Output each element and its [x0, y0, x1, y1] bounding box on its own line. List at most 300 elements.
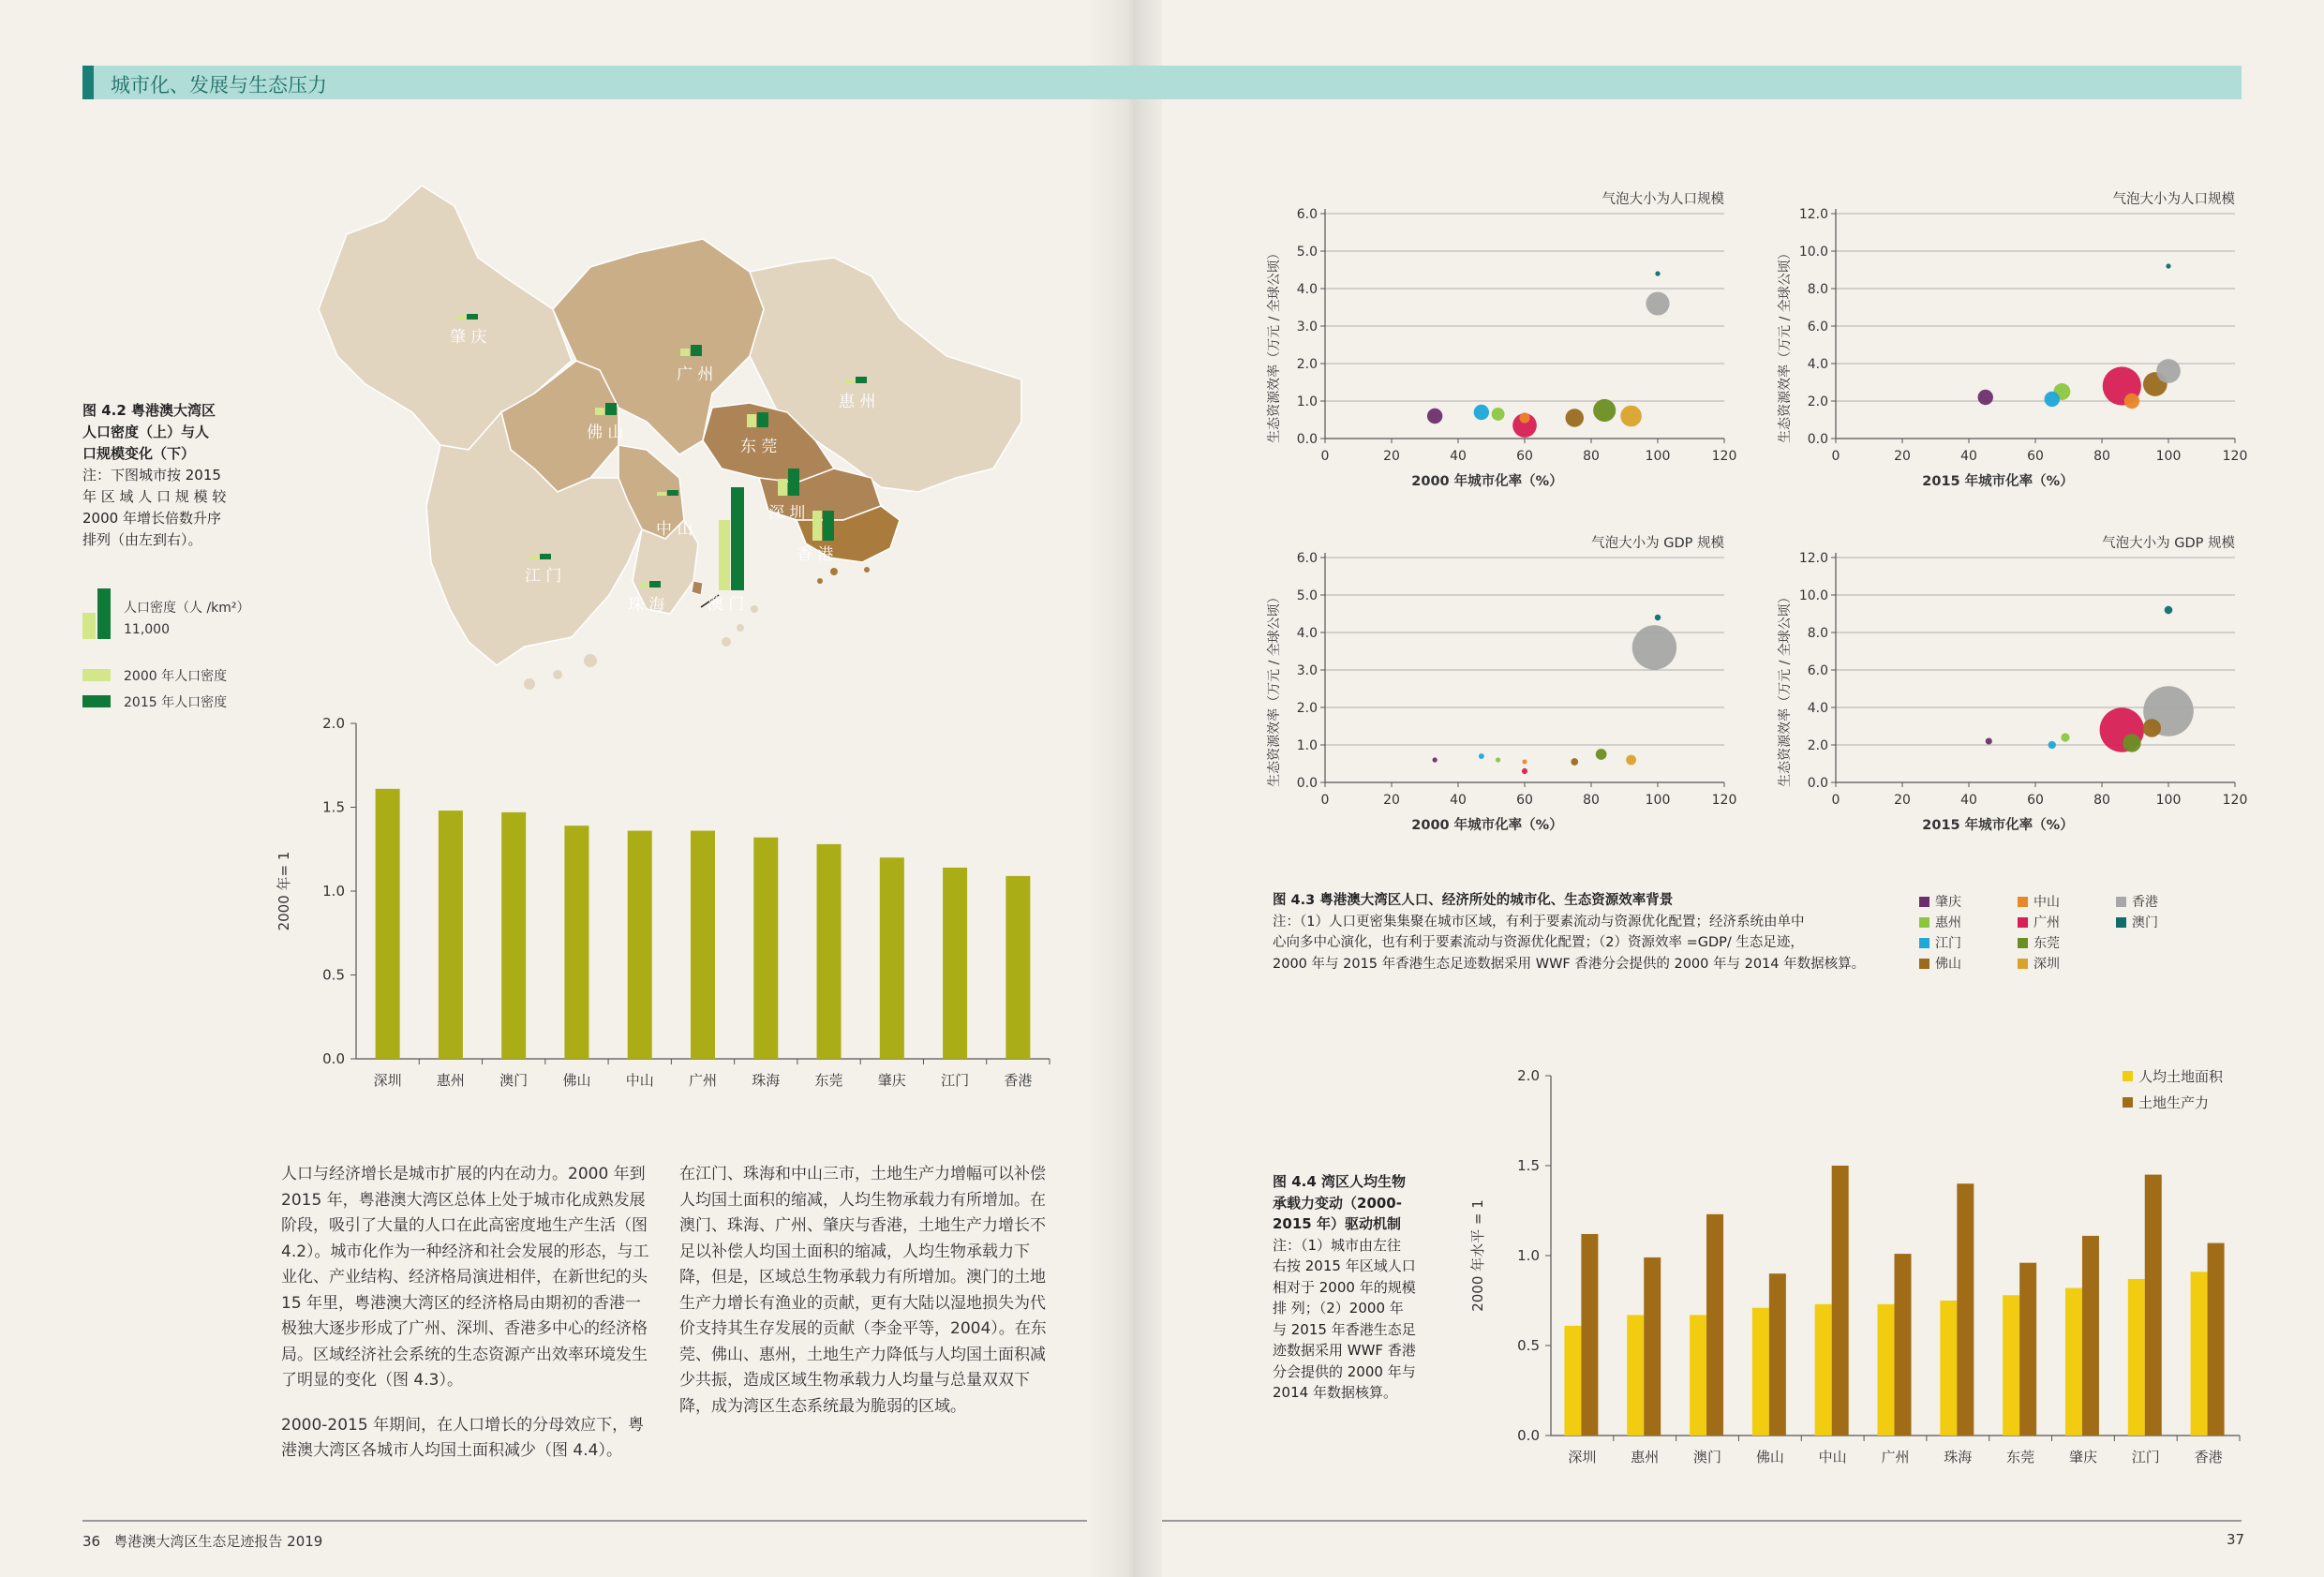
map-label-dongguan: 东 莞 [740, 438, 778, 456]
y-tick-label: 0.0 [1807, 432, 1828, 447]
x-tick-label: 40 [1450, 449, 1467, 464]
x-tick-label: 80 [2093, 449, 2110, 464]
x-tick-label: 120 [1711, 793, 1737, 808]
x-axis-label: 2000 年城市化率（%） [1411, 474, 1563, 489]
density-bar-zhongshan-2015 [667, 490, 678, 496]
x-tick-label: 120 [2222, 449, 2248, 464]
bubble-point [2061, 733, 2069, 741]
x-tick-label: 惠州 [436, 1072, 465, 1089]
legend-label: 中山 [2034, 895, 2060, 910]
bubble-point [1978, 390, 1993, 405]
density-bar-macau-2015 [731, 487, 744, 590]
y-tick-label: 0.0 [322, 1050, 345, 1067]
fig42-caption [82, 400, 242, 551]
x-tick-label: 0 [1320, 449, 1330, 464]
map-island [864, 567, 870, 573]
x-tick-label: 100 [1645, 449, 1671, 464]
bar-land-productivity [1895, 1254, 1912, 1436]
x-tick-label: 100 [2155, 793, 2182, 808]
y-tick-label: 2.0 [322, 715, 345, 732]
density-bar-huizhou-2015 [856, 377, 867, 383]
y-tick-label: 10.0 [1798, 245, 1828, 260]
density-bar-jiangmen-2015 [540, 554, 551, 559]
body-paragraph: 2000-2015 年期间，在人口增长的分母效应下，粤港澳大湾区各城市人均国土面积减少（图 4.4）。 [281, 1415, 645, 1460]
legend-item-jiangmen [1919, 933, 1961, 952]
x-tick-label: 100 [2155, 449, 2182, 464]
y-tick-label: 4.0 [1296, 626, 1318, 641]
y-tick-label: 1.0 [1296, 394, 1318, 409]
legend-label: 香港 [2132, 895, 2158, 910]
bar-land-area [2191, 1272, 2208, 1436]
bubble-point [2166, 263, 2170, 268]
density-bar-hongkong-2015 [823, 511, 834, 541]
page-number-left: 36 [82, 1533, 101, 1550]
legend-label: 广州 [2034, 915, 2060, 930]
bubble-point [1626, 755, 1636, 766]
x-tick-label: 珠海 [1944, 1449, 1973, 1465]
y-tick-label: 0.5 [322, 966, 345, 984]
bubble-point [2048, 741, 2056, 749]
bar-land-area [2003, 1295, 2019, 1436]
fig44-note-line: 与 2015 年香港生态足 [1273, 1320, 1416, 1338]
map-label-macau: 澳 门 [708, 595, 745, 614]
x-tick-label: 0 [1831, 449, 1840, 464]
bar [817, 844, 842, 1059]
bubble-point [1646, 291, 1669, 315]
fig44-note-line: 迹数据采用 WWF 香港 [1273, 1342, 1416, 1359]
legend-label: 深圳 [2034, 957, 2060, 972]
legend-item-zhaoqing [1919, 892, 1961, 911]
bar-land-productivity [1769, 1273, 1786, 1436]
map-island [751, 605, 758, 613]
y-axis-label: 生态资源效率（万元 / 全球公顷） [1778, 246, 1793, 443]
x-tick-label: 60 [1516, 449, 1533, 464]
fig43-note-line: 2000 年与 2015 年香港生态足迹数据采用 WWF 香港分会提供的 2000 年与 2014 年数据核算。 [1273, 956, 1866, 972]
map-island [553, 670, 562, 679]
bar [439, 811, 463, 1059]
map-island [722, 637, 731, 647]
y-tick-label: 0.5 [1517, 1337, 1540, 1354]
fig44-note [1273, 1235, 1423, 1404]
density-bar-zhuhai-2000 [639, 583, 648, 588]
bubble-point [1655, 271, 1660, 275]
fig42-note-line: 年 区 域 人 口 规 模 较 [82, 488, 227, 505]
x-tick-label: 40 [1960, 449, 1977, 464]
fig44-title-line: 2015 年）驱动机制 [1273, 1215, 1401, 1232]
body-column-right [679, 1162, 1054, 1438]
legend-label: 惠州 [1935, 915, 1961, 930]
y-tick-label: 6.0 [1296, 551, 1318, 566]
bar-land-area [2128, 1279, 2145, 1436]
y-axis-label: 2000 年= 1 [276, 851, 292, 931]
bubble-point [1496, 757, 1500, 762]
legend-label: 人均土地面积 [2138, 1068, 2224, 1085]
map-island [524, 678, 535, 690]
fig43-legend [1919, 892, 2228, 986]
bar-land-area [1815, 1304, 1832, 1436]
x-tick-label: 香港 [2194, 1449, 2223, 1465]
fig42-title [82, 400, 242, 465]
x-tick-label: 120 [1711, 449, 1737, 464]
fig42-title-line: 图 4.2 粤港澳大湾区 [82, 402, 216, 419]
x-tick-label: 香港 [1004, 1072, 1033, 1089]
legend-bar-2015 [97, 588, 111, 639]
bubble-point [1479, 753, 1484, 759]
legend-swatch [2018, 897, 2028, 907]
x-tick-label: 肇庆 [877, 1072, 906, 1089]
bubble-point [1427, 409, 1442, 424]
legend-label: 东莞 [2034, 936, 2060, 951]
x-tick-label: 120 [2222, 793, 2248, 808]
x-tick-label: 广州 [688, 1072, 718, 1089]
legend-swatch [2018, 938, 2028, 948]
bubble-point [1566, 409, 1585, 427]
x-tick-label: 广州 [1881, 1449, 1910, 1465]
legend-item-foshan [1919, 954, 1961, 973]
body-paragraph: 人口与经济增长是城市扩展的内在动力。2000 年到 2015 年，粤港澳大湾区总体上处于城市化成熟发展阶段，吸引了大量的人口在此高密度地生产生活（图 4.2）。城市化作为一种经济和社会发展的形态，与工业化、产业结构、经济格局演进相伴，在新世纪的头 15 年里，粤港澳大湾区的经济格局由期初的香港一极独大逐步形成了广州、深圳、香港多中心的经济格局。区域经济社会系统的生态资源产出效率环境发生了明显的变化（图 4.3）。 [281, 1165, 649, 1390]
bubble-point [2124, 394, 2139, 409]
legend-label: 肇庆 [1935, 895, 1961, 910]
legend-label-2000: 2000 年人口密度 [124, 669, 228, 684]
fig43-title: 图 4.3 粤港澳大湾区人口、经济所处的城市化、生态资源效率背景 [1273, 893, 1674, 908]
density-bar-huizhou-2000 [845, 379, 855, 383]
x-tick-label: 80 [2093, 793, 2110, 808]
legend-density-value: 11,000 [124, 622, 170, 637]
bubble-point [1522, 768, 1527, 774]
fig44-title-line: 承载力变动（2000- [1273, 1194, 1402, 1212]
x-tick-label: 20 [1894, 793, 1911, 808]
bar [501, 812, 526, 1059]
y-tick-label: 4.0 [1296, 282, 1318, 297]
bar-land-area [1752, 1308, 1769, 1436]
x-tick-label: 澳门 [1693, 1449, 1722, 1465]
section-title: 城市化、发展与生态压力 [111, 74, 327, 97]
fig44-title-line: 图 4.4 湾区人均生物 [1273, 1173, 1407, 1190]
bar [753, 838, 778, 1059]
map-label-huizhou: 惠 州 [839, 393, 876, 411]
body-paragraph: 在江门、珠海和中山三市，土地生产力增幅可以补偿人均国土面积的缩减，人均生物承载力有所增加。在澳门、珠海、广州、肇庆与香港，土地生产力增长不足以补偿人均国土面积的缩减，人均生物承载力下降，但是，区域总生物承载力有所增加。澳门的土地生产力增长有渔业的贡献，更有大陆以湿地损失为代价支持其生存发展的贡献（李金平等，2004）。在东莞、佛山、惠州，土地生产力降低与人均国土面积减少共振，造成区域生物承载力人均量与总量双双下降，成为湾区生态系统最为脆弱的区域。 [679, 1165, 1047, 1416]
bar-land-productivity [1581, 1234, 1598, 1436]
map-label-guangzhou: 广 州 [677, 365, 714, 384]
y-tick-label: 2.0 [1807, 394, 1828, 409]
bubble-point [1519, 412, 1529, 423]
legend-label: 澳门 [2132, 915, 2158, 930]
y-tick-label: 3.0 [1296, 663, 1318, 678]
y-tick-label: 0.0 [1296, 776, 1318, 791]
page-number-right: 37 [2227, 1531, 2245, 1548]
x-tick-label: 60 [2027, 793, 2044, 808]
map-island [817, 578, 823, 584]
bar-land-area [1564, 1326, 1581, 1436]
x-tick-label: 深圳 [1568, 1449, 1597, 1465]
y-tick-label: 0.0 [1296, 432, 1318, 447]
density-bar-hongkong-2000 [812, 511, 822, 541]
fig44-title [1273, 1171, 1423, 1235]
density-bar-shenzhen-2015 [788, 469, 799, 496]
bar-land-productivity [2082, 1236, 2099, 1436]
bubble-point [1523, 760, 1527, 765]
y-tick-label: 12.0 [1798, 551, 1828, 566]
chart-title: 气泡大小为 GDP 规模 [1591, 536, 1724, 551]
bubble-point [1632, 625, 1676, 669]
fig42-title-line: 人口密度（上）与人 [82, 424, 210, 440]
fig43-scatter-2015-population [1776, 183, 2248, 506]
x-tick-label: 100 [1645, 793, 1671, 808]
legend-swatch [2123, 1071, 2133, 1081]
x-tick-label: 80 [1583, 793, 1600, 808]
x-tick-label: 珠海 [752, 1072, 781, 1089]
bar-land-productivity [1957, 1183, 1974, 1436]
y-tick-label: 2.0 [1296, 357, 1318, 372]
bar-land-productivity [1644, 1257, 1661, 1436]
bar-land-area [1627, 1315, 1644, 1436]
bar-land-area [2065, 1288, 2082, 1436]
y-tick-label: 8.0 [1807, 626, 1828, 641]
fig44-note-line: 分会提供的 2000 年与 [1273, 1362, 1416, 1380]
fig42-note-line: 排列（由左到右）。 [82, 531, 202, 548]
y-tick-label: 2.0 [1517, 1067, 1540, 1084]
bubble-point [1593, 399, 1616, 422]
fig44-caption [1273, 1171, 1423, 1404]
x-tick-label: 0 [1320, 793, 1330, 808]
legend-swatch [2116, 897, 2126, 907]
map-label-shenzhen: 深 圳 [768, 504, 806, 523]
x-axis-label: 2000 年城市化率（%） [1411, 818, 1563, 833]
map-label-hongkong: 香 港 [797, 545, 834, 564]
y-tick-label: 6.0 [1807, 663, 1828, 678]
legend-swatch-2015 [82, 695, 111, 707]
density-bar-foshan-2000 [595, 408, 604, 415]
fig43-note-line: 心向多中心演化，也有利于要素流动与资源优化配置；（2）资源效率 =GDP/ 生态足迹， [1273, 935, 1804, 950]
bar [691, 831, 715, 1059]
x-tick-label: 江门 [2131, 1449, 2160, 1465]
x-tick-label: 40 [1450, 793, 1467, 808]
body-column-left [281, 1162, 656, 1483]
legend-density-label: 人口密度（人 /km²） [124, 601, 250, 616]
legend-swatch [2123, 1097, 2133, 1108]
footer-rule-left [82, 1520, 1087, 1522]
bubble-point [1596, 749, 1607, 760]
fig43-scatter-2015-gdp [1776, 527, 2248, 850]
legend-label: 佛山 [1935, 957, 1961, 972]
y-tick-label: 2.0 [1296, 701, 1318, 716]
footer-left [82, 1531, 322, 1551]
density-bar-zhuhai-2015 [649, 581, 661, 588]
fig44-driver-bar-chart [1462, 1059, 2249, 1471]
bar [943, 868, 967, 1059]
legend-item-hongkong [2116, 892, 2158, 911]
chart-title: 气泡大小为人口规模 [2112, 192, 2235, 207]
fig43-note-line: 注：（1）人口更密集集聚在城市区域，有利于要素流动与资源优化配置；经济系统由单中 [1273, 914, 1805, 930]
legend-item-macau [2116, 913, 2158, 931]
fig43-scatter-2000-population [1265, 183, 1737, 506]
bar-land-productivity [2208, 1243, 2225, 1436]
x-tick-label: 佛山 [1755, 1449, 1784, 1465]
x-tick-label: 中山 [625, 1072, 654, 1089]
density-bar-macau-2000 [719, 520, 730, 590]
y-tick-label: 3.0 [1296, 320, 1318, 335]
y-tick-label: 1.0 [1517, 1247, 1540, 1264]
y-tick-label: 10.0 [1798, 588, 1828, 603]
map-label-foshan: 佛 山 [587, 424, 624, 442]
bar [564, 826, 588, 1059]
bubble-point [1492, 408, 1505, 421]
bar [1006, 876, 1030, 1059]
y-tick-label: 1.5 [322, 798, 345, 816]
y-axis-label: 生态资源效率（万元 / 全球公顷） [1778, 590, 1793, 787]
fig44-note-line: 2014 年数据核算。 [1273, 1384, 1397, 1401]
legend-item-huizhou [1919, 913, 1961, 931]
y-tick-label: 0.0 [1807, 776, 1828, 791]
fig43-caption [1273, 890, 1910, 974]
map-island [737, 624, 744, 632]
bubble-point [1986, 737, 1992, 744]
fig42-note-line: 2000 年增长倍数升序 [82, 510, 221, 527]
page-gutter-shadow [1087, 0, 1162, 1577]
bubble-point [1571, 758, 1578, 766]
bar-land-area [1940, 1301, 1957, 1436]
legend-swatch [2018, 959, 2028, 969]
y-tick-label: 2.0 [1807, 738, 1828, 753]
y-tick-label: 1.0 [322, 883, 345, 900]
legend-swatch [2116, 917, 2126, 928]
map-label-zhuhai: 珠 海 [628, 596, 665, 615]
map-label-jiangmen: 江 门 [525, 567, 562, 586]
fig44-note-line: 右按 2015 年区域人口 [1273, 1257, 1416, 1274]
y-axis-label: 生态资源效率（万元 / 全球公顷） [1267, 590, 1282, 787]
x-tick-label: 中山 [1818, 1449, 1847, 1465]
map-island [830, 568, 838, 575]
fig42-title-line: 口规模变化（下） [82, 445, 196, 462]
density-bar-zhongshan-2000 [657, 492, 666, 496]
legend-swatch [1919, 917, 1929, 928]
legend-item-zhongshan [2018, 892, 2060, 911]
bar-land-productivity [2145, 1175, 2162, 1436]
x-tick-label: 肇庆 [2068, 1449, 2097, 1465]
density-bar-foshan-2015 [605, 403, 617, 415]
x-tick-label: 20 [1894, 449, 1911, 464]
banner-accent [82, 66, 94, 99]
density-bar-zhaoqing-2000 [456, 316, 466, 320]
footer-rule-right [1162, 1520, 2242, 1522]
x-tick-label: 60 [1516, 793, 1533, 808]
y-axis-label: 生态资源效率（万元 / 全球公顷） [1267, 246, 1282, 443]
y-tick-label: 6.0 [1296, 207, 1318, 222]
y-tick-label: 1.0 [1296, 738, 1318, 753]
chart-title: 气泡大小为 GDP 规模 [2102, 536, 2235, 551]
x-tick-label: 澳门 [499, 1072, 529, 1089]
density-bar-zhaoqing-2015 [467, 314, 478, 320]
legend-item-dongguan [2018, 933, 2060, 952]
bar-land-area [1690, 1315, 1706, 1436]
y-axis-label: 2000 年水平 = 1 [1469, 1199, 1486, 1312]
density-bar-shenzhen-2000 [778, 479, 787, 496]
legend-swatch [2018, 917, 2028, 928]
fig44-note-line: 注：（1）城市由左往 [1273, 1236, 1402, 1254]
x-axis-label: 2015 年城市化率（%） [1922, 818, 2074, 833]
fig42-note-line: 注：下图城市按 2015 [82, 467, 221, 484]
bar-land-productivity [1832, 1166, 1849, 1436]
bubble-point [2165, 606, 2173, 615]
bar-land-area [1878, 1304, 1895, 1436]
bar-land-productivity [1706, 1214, 1723, 1436]
bar-land-productivity [2019, 1263, 2036, 1436]
legend-bar-2000 [82, 613, 96, 639]
legend-swatch-2000 [82, 669, 111, 681]
bubble-point [2143, 719, 2162, 737]
x-tick-label: 东莞 [814, 1072, 843, 1089]
density-bar-guangzhou-2000 [680, 349, 690, 356]
y-tick-label: 5.0 [1296, 245, 1318, 260]
fig44-note-line: 相对于 2000 年的规模 [1273, 1278, 1416, 1296]
x-tick-label: 80 [1583, 449, 1600, 464]
x-tick-label: 40 [1960, 793, 1977, 808]
x-tick-label: 60 [2027, 449, 2044, 464]
x-tick-label: 江门 [941, 1072, 970, 1089]
density-bar-dongguan-2015 [757, 412, 768, 427]
fig42-map-legend [82, 588, 326, 710]
y-tick-label: 0.0 [1517, 1427, 1540, 1444]
fig42-note [82, 465, 242, 551]
x-tick-label: 佛山 [562, 1072, 591, 1089]
bar [376, 789, 400, 1059]
x-tick-label: 东莞 [2006, 1449, 2035, 1465]
density-bar-jiangmen-2000 [529, 556, 539, 559]
y-tick-label: 1.5 [1517, 1157, 1540, 1174]
x-axis-label: 2015 年城市化率（%） [1922, 474, 2074, 489]
fig42-growth-bar-chart [272, 712, 1078, 1096]
map-region-macau [692, 581, 703, 595]
fig42-density-map [309, 169, 1031, 712]
bubble-point [1655, 615, 1661, 620]
legend-label: 土地生产力 [2138, 1094, 2210, 1111]
y-tick-label: 4.0 [1807, 701, 1828, 716]
bubble-point [2123, 734, 2141, 752]
y-tick-label: 6.0 [1807, 320, 1828, 335]
density-bar-guangzhou-2015 [691, 345, 702, 356]
map-islands-hk [817, 567, 870, 584]
bubble-point [1620, 406, 1642, 427]
legend-item-guangzhou [2018, 913, 2060, 931]
bar [880, 857, 904, 1059]
y-tick-label: 12.0 [1798, 207, 1828, 222]
y-tick-label: 4.0 [1807, 357, 1828, 372]
x-tick-label: 20 [1383, 793, 1400, 808]
bubble-point [2156, 359, 2181, 383]
x-tick-label: 0 [1831, 793, 1840, 808]
y-tick-label: 8.0 [1807, 282, 1828, 297]
legend-label: 江门 [1935, 936, 1961, 951]
legend-swatch [1919, 959, 1929, 969]
legend-swatch [1919, 897, 1929, 907]
footer-report-title: 粤港澳大湾区生态足迹报告 2019 [113, 1533, 323, 1550]
map-label-zhaoqing: 肇 庆 [450, 328, 487, 347]
density-bar-dongguan-2000 [747, 414, 756, 427]
x-tick-label: 惠州 [1631, 1449, 1660, 1465]
bubble-point [1474, 405, 1489, 420]
bubble-point [1433, 757, 1438, 762]
bar [628, 831, 652, 1059]
legend-swatch [1919, 938, 1929, 948]
legend-item-shenzhen [2018, 954, 2060, 973]
x-tick-label: 深圳 [373, 1072, 402, 1089]
fig43-scatter-2000-gdp [1265, 527, 1737, 850]
x-tick-label: 20 [1383, 449, 1400, 464]
legend-label-2015: 2015 年人口密度 [124, 695, 228, 710]
bubble-point [2045, 392, 2060, 407]
chart-title: 气泡大小为人口规模 [1601, 192, 1724, 207]
map-label-zhongshan: 中 山 [656, 520, 693, 539]
